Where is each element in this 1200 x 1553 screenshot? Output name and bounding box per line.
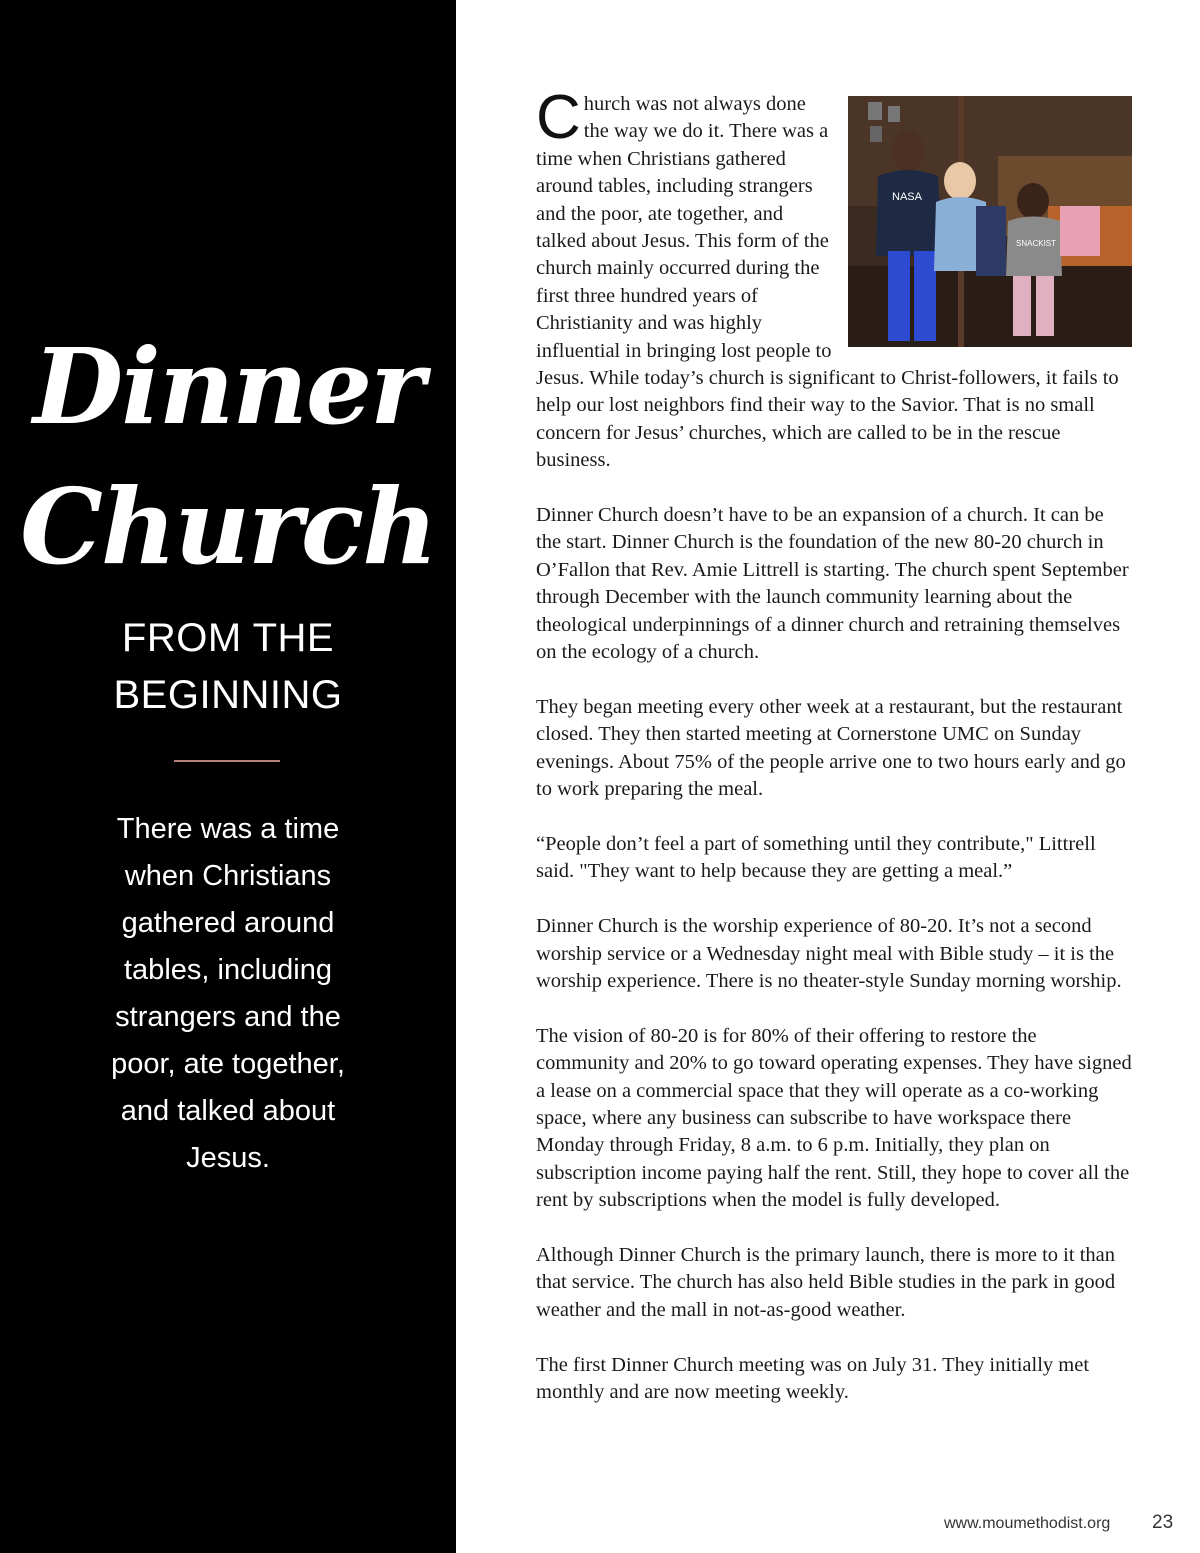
sidebar-panel	[0, 0, 456, 1553]
pull-quote: There was a time when Christians gathered around tables, including strangers and the poor, ate together, and talked about Jesus.	[111, 813, 345, 1174]
paragraph-3: They began meeting every other week at a restaurant, but the restaurant closed. They then started meeting at Cornerstone UMC on Sunday evenings. About 75% of the people arrive one to two hours early and go to work preparing the meal.	[536, 695, 1126, 801]
subtitle	[0, 610, 456, 724]
photo-children	[848, 96, 1132, 347]
title-dinner: Dinner	[33, 325, 423, 448]
paragraph-5: Dinner Church is the worship experience of 80-20. It’s not a second worship service or a Wednesday night meal with Bible study – it is the worship experience. There is no theater-style Sunday morning worship.	[536, 915, 1122, 992]
paragraph-6: The vision of 80-20 is for 80% of their offering to restore the community and 20% to go toward operating expenses. They have signed a lease on a commercial space that they will operate as a co-working space, where any business can subscribe to have workspace there Monday through Friday, 8 a.m. to 6 p.m. Initially, they plan on subscription income paying half the rent. Still, they hope to cover all the rent by subscriptions when the model is fully developed.	[536, 1024, 1132, 1212]
photo-shirt-text-2: SNACKIST	[1016, 239, 1057, 248]
title-church: Church	[20, 465, 436, 588]
subtitle-text: FROM THE BEGINNING	[113, 616, 343, 717]
page-number: 23	[1152, 1512, 1174, 1533]
photo-shirt-text-1: NASA	[892, 191, 922, 203]
paragraph-2: Dinner Church doesn’t have to be an expansion of a church. It can be the start. Dinner Church is the foundation of the new 80-20 church in O’Fallon that Rev. Amie Littrell is starting. The church spent September through December with the launch community learning about the theological underpinnings of a dinner church and retraining themselves on the ecology of a church.	[536, 504, 1129, 664]
divider-rule	[174, 760, 280, 762]
paragraph-7: Although Dinner Church is the primary launch, there is more to it than that service. The church has also held Bible studies in the park in good weather and the mall in not-as-good weather.	[536, 1243, 1116, 1321]
drop-cap: C	[536, 83, 581, 152]
article-body	[536, 83, 1132, 1434]
footer-url[interactable]: www.moumethodist.org	[944, 1515, 1111, 1532]
paragraph-1-text: hurch was not always done the way we do it. There was a time when Christians gathered around tables, including strangers and the poor, ate together, and talked about Jesus. This form of the church mainly occurred during the first three hundred years of Christianity and was highly influential in bringing lost people to Jesus. While today’s church is significant to Christ-followers, it fails to help our lost neighbors find their way to the Savior. That is no small concern for Jesus’ churches, which are called to be in the rescue business.	[536, 93, 1119, 472]
paragraph-4: “People don’t feel a part of something until they contribute," Littrell said. "They want to help because they are getting a meal.”	[536, 832, 1096, 883]
paragraph-8: The first Dinner Church meeting was on July 31. They initially met monthly and are now meeting weekly.	[536, 1353, 1090, 1403]
